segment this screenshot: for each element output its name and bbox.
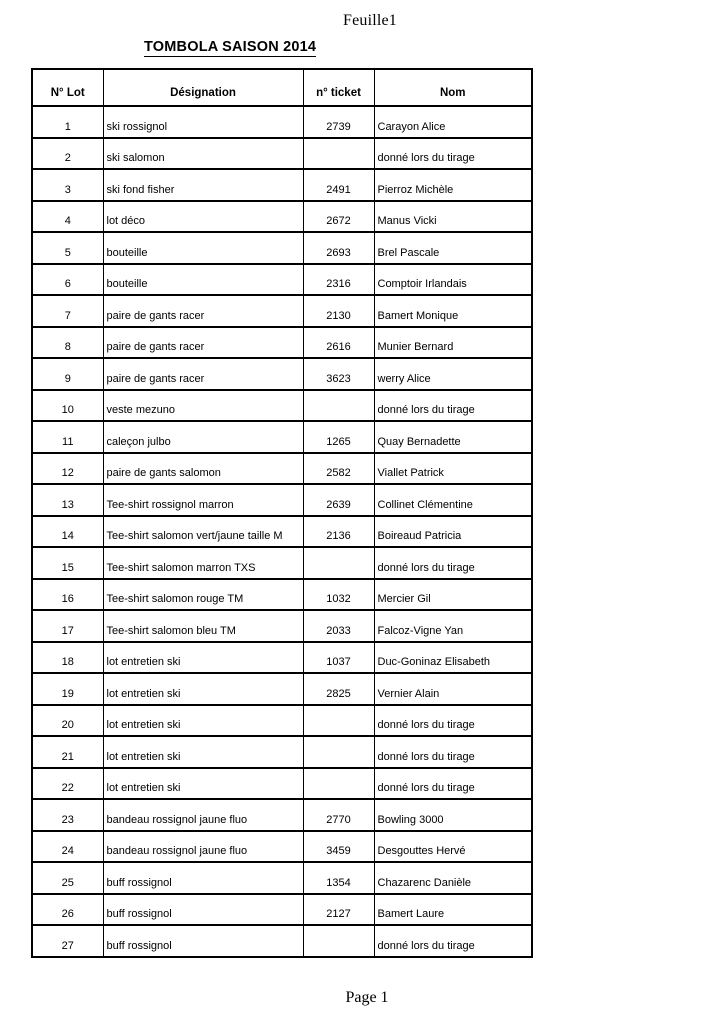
table-row	[32, 516, 532, 548]
cell-nom: Bamert Monique	[374, 295, 532, 327]
cell-ticket: 2127	[303, 894, 374, 926]
table-row	[32, 327, 532, 359]
table-row	[32, 484, 532, 516]
table-row	[32, 453, 532, 485]
cell-nom: Desgouttes Hervé	[374, 831, 532, 863]
cell-ticket: 2616	[303, 327, 374, 359]
cell-nom: donné lors du tirage	[374, 925, 532, 957]
cell-nom: Viallet Patrick	[374, 453, 532, 485]
cell-designation: lot entretien ski	[103, 673, 303, 705]
cell-ticket: 2770	[303, 799, 374, 831]
cell-nom: Pierroz Michèle	[374, 169, 532, 201]
cell-lot: 10	[32, 390, 103, 422]
cell-ticket: 2582	[303, 453, 374, 485]
cell-nom: Munier Bernard	[374, 327, 532, 359]
cell-lot: 8	[32, 327, 103, 359]
cell-nom: Boireaud Patricia	[374, 516, 532, 548]
cell-designation: paire de gants racer	[103, 295, 303, 327]
cell-designation: ski fond fisher	[103, 169, 303, 201]
cell-designation: Tee-shirt salomon vert/jaune taille M	[103, 516, 303, 548]
cell-lot: 14	[32, 516, 103, 548]
cell-nom: Brel Pascale	[374, 232, 532, 264]
cell-nom: Duc-Goninaz Elisabeth	[374, 642, 532, 674]
cell-ticket	[303, 547, 374, 579]
table-row	[32, 295, 532, 327]
table-row	[32, 705, 532, 737]
cell-nom: donné lors du tirage	[374, 705, 532, 737]
cell-ticket: 2136	[303, 516, 374, 548]
cell-ticket: 2130	[303, 295, 374, 327]
cell-lot: 24	[32, 831, 103, 863]
sheet-label: Feuille1	[342, 12, 398, 29]
cell-designation: lot entretien ski	[103, 736, 303, 768]
cell-designation: bouteille	[103, 264, 303, 296]
cell-ticket: 2639	[303, 484, 374, 516]
cell-ticket: 1032	[303, 579, 374, 611]
cell-lot: 20	[32, 705, 103, 737]
cell-ticket: 1265	[303, 421, 374, 453]
cell-nom: Carayon Alice	[374, 106, 532, 138]
table-row	[32, 358, 532, 390]
cell-lot: 1	[32, 106, 103, 138]
table-row	[32, 862, 532, 894]
cell-ticket	[303, 768, 374, 800]
cell-lot: 23	[32, 799, 103, 831]
cell-lot: 2	[32, 138, 103, 170]
cell-ticket: 2672	[303, 201, 374, 233]
cell-lot: 11	[32, 421, 103, 453]
cell-lot: 22	[32, 768, 103, 800]
table-row	[32, 579, 532, 611]
cell-ticket: 3459	[303, 831, 374, 863]
cell-ticket	[303, 705, 374, 737]
cell-ticket	[303, 390, 374, 422]
page-number: Page 1	[345, 989, 389, 1006]
cell-designation: lot entretien ski	[103, 705, 303, 737]
cell-designation: lot déco	[103, 201, 303, 233]
cell-nom: donné lors du tirage	[374, 138, 532, 170]
cell-nom: Bowling 3000	[374, 799, 532, 831]
cell-designation: Tee-shirt rossignol marron	[103, 484, 303, 516]
cell-designation: bandeau rossignol jaune fluo	[103, 831, 303, 863]
table-body	[32, 106, 532, 957]
column-header-lot: N° Lot	[32, 69, 103, 106]
cell-lot: 26	[32, 894, 103, 926]
cell-lot: 4	[32, 201, 103, 233]
cell-designation: lot entretien ski	[103, 768, 303, 800]
cell-ticket: 3623	[303, 358, 374, 390]
cell-designation: paire de gants racer	[103, 358, 303, 390]
cell-designation: buff rossignol	[103, 925, 303, 957]
table-row	[32, 768, 532, 800]
table-row	[32, 106, 532, 138]
cell-lot: 3	[32, 169, 103, 201]
cell-ticket: 2693	[303, 232, 374, 264]
table-row	[32, 138, 532, 170]
cell-nom: Falcoz-Vigne Yan	[374, 610, 532, 642]
cell-designation: lot entretien ski	[103, 642, 303, 674]
cell-lot: 21	[32, 736, 103, 768]
cell-designation: Tee-shirt salomon rouge TM	[103, 579, 303, 611]
cell-nom: Bamert Laure	[374, 894, 532, 926]
table-row	[32, 264, 532, 296]
cell-lot: 5	[32, 232, 103, 264]
table-header-row	[32, 69, 532, 106]
table-row	[32, 232, 532, 264]
table-row	[32, 390, 532, 422]
cell-nom: Collinet Clémentine	[374, 484, 532, 516]
cell-nom: Chazarenc Danièle	[374, 862, 532, 894]
cell-ticket: 2491	[303, 169, 374, 201]
table-row	[32, 642, 532, 674]
cell-ticket	[303, 138, 374, 170]
page-title-text: TOMBOLA SAISON 2014	[144, 39, 317, 55]
table-row	[32, 831, 532, 863]
cell-nom: Mercier Gil	[374, 579, 532, 611]
table-row	[32, 610, 532, 642]
column-header-designation: Désignation	[103, 69, 303, 106]
cell-nom: Quay Bernadette	[374, 421, 532, 453]
cell-designation: bandeau rossignol jaune fluo	[103, 799, 303, 831]
cell-nom: donné lors du tirage	[374, 547, 532, 579]
cell-ticket	[303, 736, 374, 768]
table-row	[32, 201, 532, 233]
cell-nom: werry Alice	[374, 358, 532, 390]
cell-lot: 13	[32, 484, 103, 516]
cell-ticket: 2739	[303, 106, 374, 138]
table-row	[32, 421, 532, 453]
cell-nom: donné lors du tirage	[374, 736, 532, 768]
table-row	[32, 673, 532, 705]
page-title	[144, 38, 316, 57]
table-row	[32, 736, 532, 768]
cell-designation: buff rossignol	[103, 894, 303, 926]
tombola-table	[31, 68, 533, 958]
column-header-ticket: n° ticket	[303, 69, 374, 106]
table-row	[32, 547, 532, 579]
cell-ticket: 2825	[303, 673, 374, 705]
cell-lot: 7	[32, 295, 103, 327]
cell-lot: 19	[32, 673, 103, 705]
cell-lot: 6	[32, 264, 103, 296]
cell-nom: Manus Vicki	[374, 201, 532, 233]
cell-designation: buff rossignol	[103, 862, 303, 894]
cell-designation: ski salomon	[103, 138, 303, 170]
cell-designation: veste mezuno	[103, 390, 303, 422]
cell-lot: 27	[32, 925, 103, 957]
cell-designation: paire de gants racer	[103, 327, 303, 359]
cell-lot: 25	[32, 862, 103, 894]
cell-designation: paire de gants salomon	[103, 453, 303, 485]
table-row	[32, 799, 532, 831]
cell-lot: 17	[32, 610, 103, 642]
cell-ticket: 1037	[303, 642, 374, 674]
table-row	[32, 894, 532, 926]
cell-lot: 15	[32, 547, 103, 579]
cell-lot: 9	[32, 358, 103, 390]
cell-lot: 16	[32, 579, 103, 611]
cell-ticket: 2316	[303, 264, 374, 296]
table-row	[32, 169, 532, 201]
table-row	[32, 925, 532, 957]
cell-designation: bouteille	[103, 232, 303, 264]
cell-ticket: 2033	[303, 610, 374, 642]
cell-designation: Tee-shirt salomon bleu TM	[103, 610, 303, 642]
cell-nom: Vernier Alain	[374, 673, 532, 705]
cell-designation: ski rossignol	[103, 106, 303, 138]
cell-designation: Tee-shirt salomon marron TXS	[103, 547, 303, 579]
column-header-nom: Nom	[374, 69, 532, 106]
cell-lot: 18	[32, 642, 103, 674]
cell-designation: caleçon julbo	[103, 421, 303, 453]
cell-ticket	[303, 925, 374, 957]
cell-lot: 12	[32, 453, 103, 485]
cell-nom: donné lors du tirage	[374, 768, 532, 800]
cell-nom: donné lors du tirage	[374, 390, 532, 422]
cell-nom: Comptoir Irlandais	[374, 264, 532, 296]
cell-ticket: 1354	[303, 862, 374, 894]
